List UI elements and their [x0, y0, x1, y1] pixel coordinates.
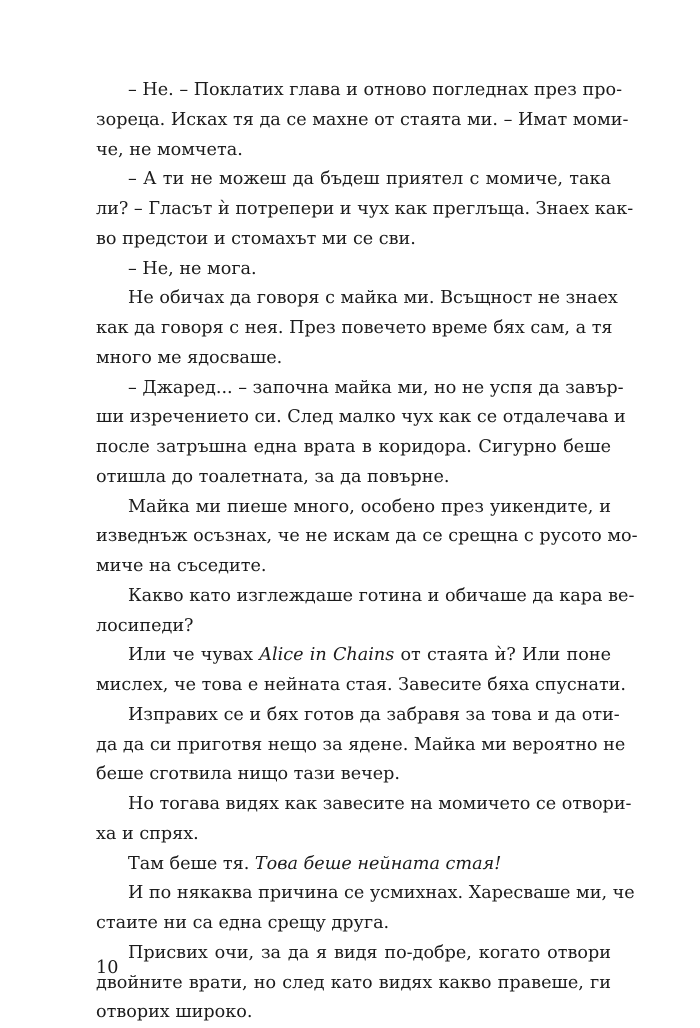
text-line: Присвих очи, за да я видя по-добре, когато отвори — [128, 942, 611, 963]
text-line: лосипеди? — [96, 615, 194, 636]
text-line: стаите ни са една срещу друга. — [96, 913, 390, 933]
text-line: че, не момчета. — [96, 139, 243, 160]
text-run: от стаята ѝ? Или поне — [394, 645, 611, 666]
text-line: отворих широко. — [96, 1002, 253, 1023]
text-line: Но тогава видях как завесите на момичето се отвори- — [128, 794, 632, 814]
text-line: беше сготвила нищо тази вечер. — [96, 764, 400, 785]
text-line: после затръшна една врата в коридора. Сигурно беше — [96, 437, 611, 457]
text-line: ха и спрях. — [96, 823, 199, 844]
text-line: как да говоря с нея. През повечето време бях сам, а тя — [96, 318, 613, 338]
band-name-italic: Alice in Chains — [259, 645, 395, 666]
text-line: изведнъж осъзнах, че не искам да се срещна с русото мо- — [96, 526, 638, 547]
text-line: двойните врати, но след като видях какво правеше, ги — [96, 972, 611, 993]
text-line: Майка ми пиеше много, особено през уикендите, и — [128, 496, 611, 517]
text-line: мислех, че това е нейната стая. Завесите бяха спуснати. — [96, 675, 627, 695]
text-line: ши изречението си. След малко чух как се отдалечава и — [96, 407, 626, 428]
text-line: Какво като изглеждаше готина и обичаше да кара ве- — [128, 585, 635, 606]
text-line: – Не. – Поклатих глава и отново погледнах през про- — [128, 80, 623, 100]
text-line: отишла до тоалетната, за да повърне. — [96, 466, 450, 487]
emphasis-italic: Това беше нейната стая! — [254, 853, 502, 874]
page-number: 10 — [96, 958, 119, 978]
text-line: – Джаред... – започна майка ми, но не успя да завър- — [128, 377, 624, 398]
text-line: миче на съседите. — [96, 556, 267, 576]
text-line: много ме ядосваше. — [96, 347, 283, 368]
text-line: И по някаква причина се усмихнах. Харесваше ми, че — [128, 883, 635, 904]
text-line: Не обичах да говоря с майка ми. Всъщност не знаех — [128, 288, 618, 309]
text-line: зореца. Исках тя да се махне от стаята ми. – Имат моми- — [96, 109, 629, 130]
body-text — [96, 76, 638, 1028]
text-run: Или че чувах — [128, 645, 260, 666]
text-run: Там беше тя. — [128, 853, 255, 874]
text-line: да да си приготвя нещо за ядене. Майка ми вероятно не — [96, 734, 626, 755]
text-line: – А ти не можеш да бъдеш приятел с момиче, така — [128, 169, 611, 190]
text-line: ли? – Гласът ѝ потрепери и чух как преглъща. Знаех как- — [96, 199, 634, 219]
text-line-with-italic — [96, 850, 611, 880]
text-line: во предстои и стомахът ми се сви. — [96, 228, 416, 249]
text-line: – Не, не мога. — [128, 258, 257, 279]
text-line: Изправих се и бях готов да забравя за това и да оти- — [128, 704, 620, 725]
text-line-with-italic — [96, 641, 611, 671]
